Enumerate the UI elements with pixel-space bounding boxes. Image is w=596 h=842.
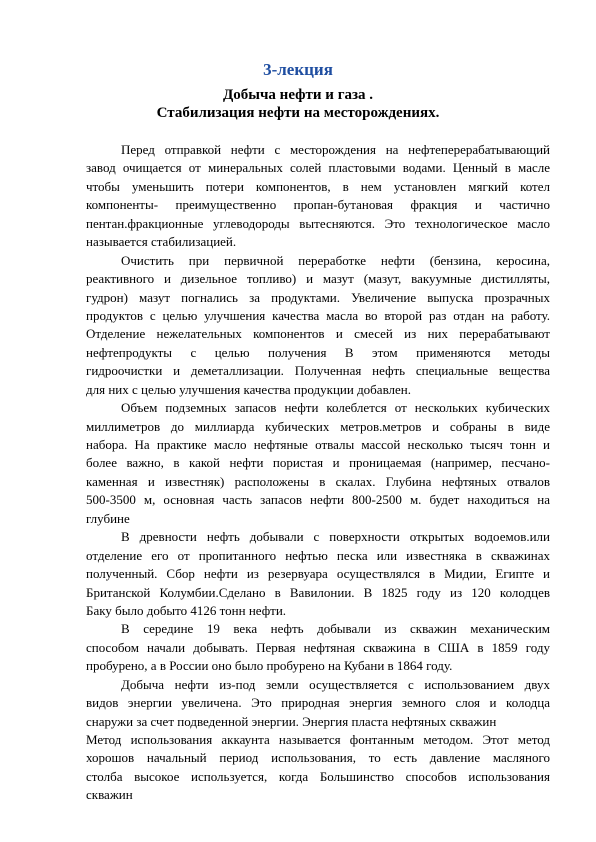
text-line: компоненты- преимущественно пропан-бутановая фракция и частично [86,197,550,213]
text-line: 500-3500 м, основная часть запасов нефти 800-2500 м. будет находиться на [86,492,550,508]
text-line: гудрон) мазут погнались за продуктами. Увеличение выпуска прозрачных [86,289,550,305]
text-line: Метод использования аккаунта называется фонтанным методом. Этот метод [86,732,550,747]
text-line: хорошов начальный период использования, то есть давление масляного [86,750,550,766]
text-line: способом начали добывать. Первая нефтяная скважина в США в 1859 году [86,639,550,655]
text-line: полученный. Сбор нефти из резервуара осуществлялся в Мидии, Египте и [86,566,550,582]
text-line: Перед отправкой нефти с месторождения на нефтеперерабатывающий [121,142,550,157]
text-line: скважин [86,787,133,803]
text-line: гидроочистки и деметаллизации. Полученная нефть специальные вещества [86,363,550,379]
text-line: Очистить при первичной переработке нефти (бензина, керосина, [121,252,550,268]
text-line: каменная и известняк) расположены в скалах. Глубина нефтяных отвалов [86,473,550,489]
text-line: снаружи за счет подведенной энергии. Энергия пласта нефтяных скважин [86,713,497,729]
text-line: пробурено, а в России оно было пробурено на Кубани в 1864 году. [86,658,453,674]
lecture-number-heading: 3-лекция [263,60,333,79]
title-line-2: Стабилизация нефти на месторождениях. [156,105,440,121]
text-line: набора. На практике масло нефтяные отвалы массой несколько тысяч тонн и [86,437,550,452]
text-line: завод очищается от минеральных солей пластовыми водами. Ценный в масле [86,160,550,176]
text-line: называется стабилизацией. [86,234,237,250]
text-line: В древности нефть добывали с поверхности открытых водоемов.или [121,529,550,545]
lecture-body-text [86,141,550,805]
text-line: видов энергии увеличена. Это природная энергия земного слоя и колодца [86,695,550,711]
text-line: для них с целью улучшения качества продукции добавлен. [86,381,411,397]
text-line: В середине 19 века нефть добывали из скважин механическим [121,621,550,637]
text-line: продуктов с целью улучшения качества масла во второй раз отдан на работу. [86,307,550,323]
text-line: Отделение нежелательных компонентов и смесей из них перерабатывают [86,326,550,342]
text-line: Баку было добыто 4126 тонн нефти. [86,602,287,618]
text-line: миллиметров до миллиарда кубических метров.метров и собраны в виде [86,418,550,434]
lecture-title [0,86,596,122]
text-line: реактивного и дизельное топливо) и мазут (мазут, вакуумные дистилляты, [86,271,550,287]
text-line: Добыча нефти из-под земли осуществляется с использованием двух [121,676,550,692]
text-line: нефтепродукты с целью получения В этом применяются методы [86,344,550,360]
text-line: пентан.фракционные углеводороды вытесняются. Это технологическое масло [86,215,550,231]
text-line: Объем подземных запасов нефти колеблется от нескольких кубических [121,400,550,416]
title-line-1: Добыча нефти и газа . [222,87,374,103]
text-line: чтобы уменьшить потери компонентов, в нем установлен мягкий котел [86,178,550,194]
text-line: Британской Колумбии.Сделано в Вавилонии. В 1825 году из 120 колодцев [86,584,550,600]
text-line: столба высокое используется, когда Большинство способов использования [86,768,550,784]
text-line: глубине [86,510,130,526]
text-line: отделение его от пропитанного нефтью песка или известняка в скважинах [86,547,550,563]
text-line: более важно, в какой нефти пористая и проницаемая (например, песчано- [86,455,550,471]
